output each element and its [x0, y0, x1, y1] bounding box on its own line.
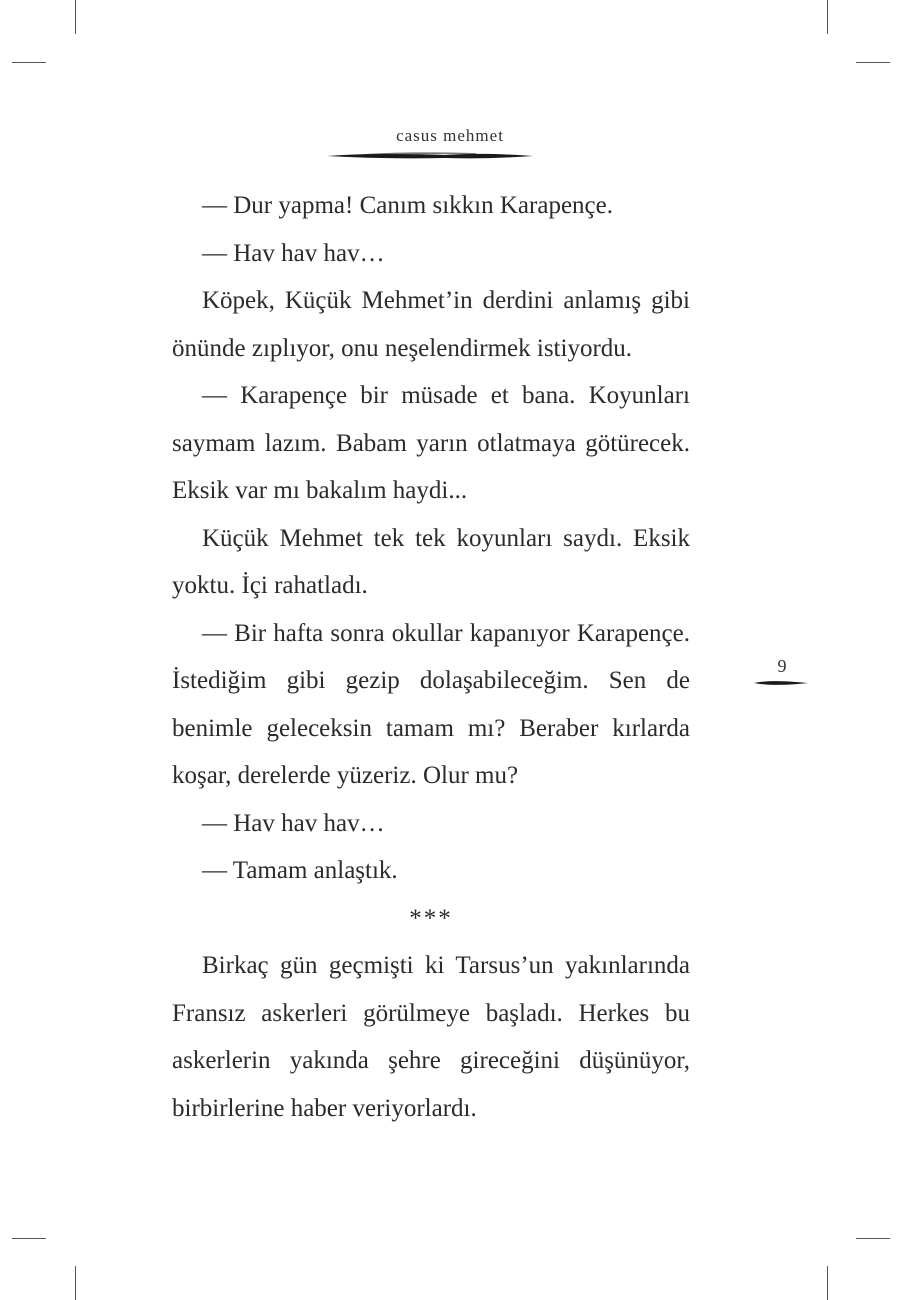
paragraph: — Dur yapma! Canım sıkkın Karapençe.	[202, 192, 613, 219]
crop-mark-top-right	[827, 0, 828, 34]
header-brush-flourish	[325, 150, 535, 162]
crop-mark-bottom-right	[827, 1266, 828, 1300]
paragraph: Küçük Mehmet tek tek koyunları saydı. Eksik yoktu. İçi rahatladı.	[172, 524, 690, 599]
paragraph: — Hav hav hav…	[202, 809, 385, 837]
section-separator: ***	[409, 904, 453, 932]
paragraph: — Bir hafta sonra okullar kapanıyor Karapençe. İstediğim gibi gezip dolaşabileceğim. Sen de benimle geleceksin tamam mı? Beraber kırlarda koşar, derelerde yüzeriz. Olur mu?	[172, 619, 690, 789]
crop-mark-bottom-left	[75, 1266, 76, 1300]
crop-mark-top-left	[75, 0, 76, 34]
paragraph: — Tamam anlaştık.	[202, 857, 398, 884]
paragraph: Köpek, Küçük Mehmet’in derdini anlamış gibi önünde zıplıyor, onu neşelendirmek istiyordu.	[172, 287, 690, 362]
paragraph: Birkaç gün geçmişti ki Tarsus’un yakınlarında Fransız askerleri görülmeye başladı. Herkes bu askerlerin yakında şehre gireceğini düşünüyor, birbirlerine haber veriyorlardı.	[172, 952, 690, 1122]
crop-mark-left-top	[12, 62, 46, 63]
crop-mark-right-top	[856, 62, 890, 63]
page-number-brush-flourish	[752, 678, 810, 688]
page-number: 9	[777, 656, 787, 676]
crop-mark-left-bottom	[12, 1238, 46, 1239]
paragraph: — Hav hav hav…	[202, 239, 385, 267]
running-header-title: casus mehmet	[396, 126, 504, 145]
crop-mark-right-bottom	[856, 1238, 890, 1239]
paragraph: — Karapençe bir müsade et bana. Koyunları saymam lazım. Babam yarın otlatmaya götürecek. Eksik var mı bakalım haydi...	[172, 382, 690, 504]
body-text	[172, 182, 690, 1132]
